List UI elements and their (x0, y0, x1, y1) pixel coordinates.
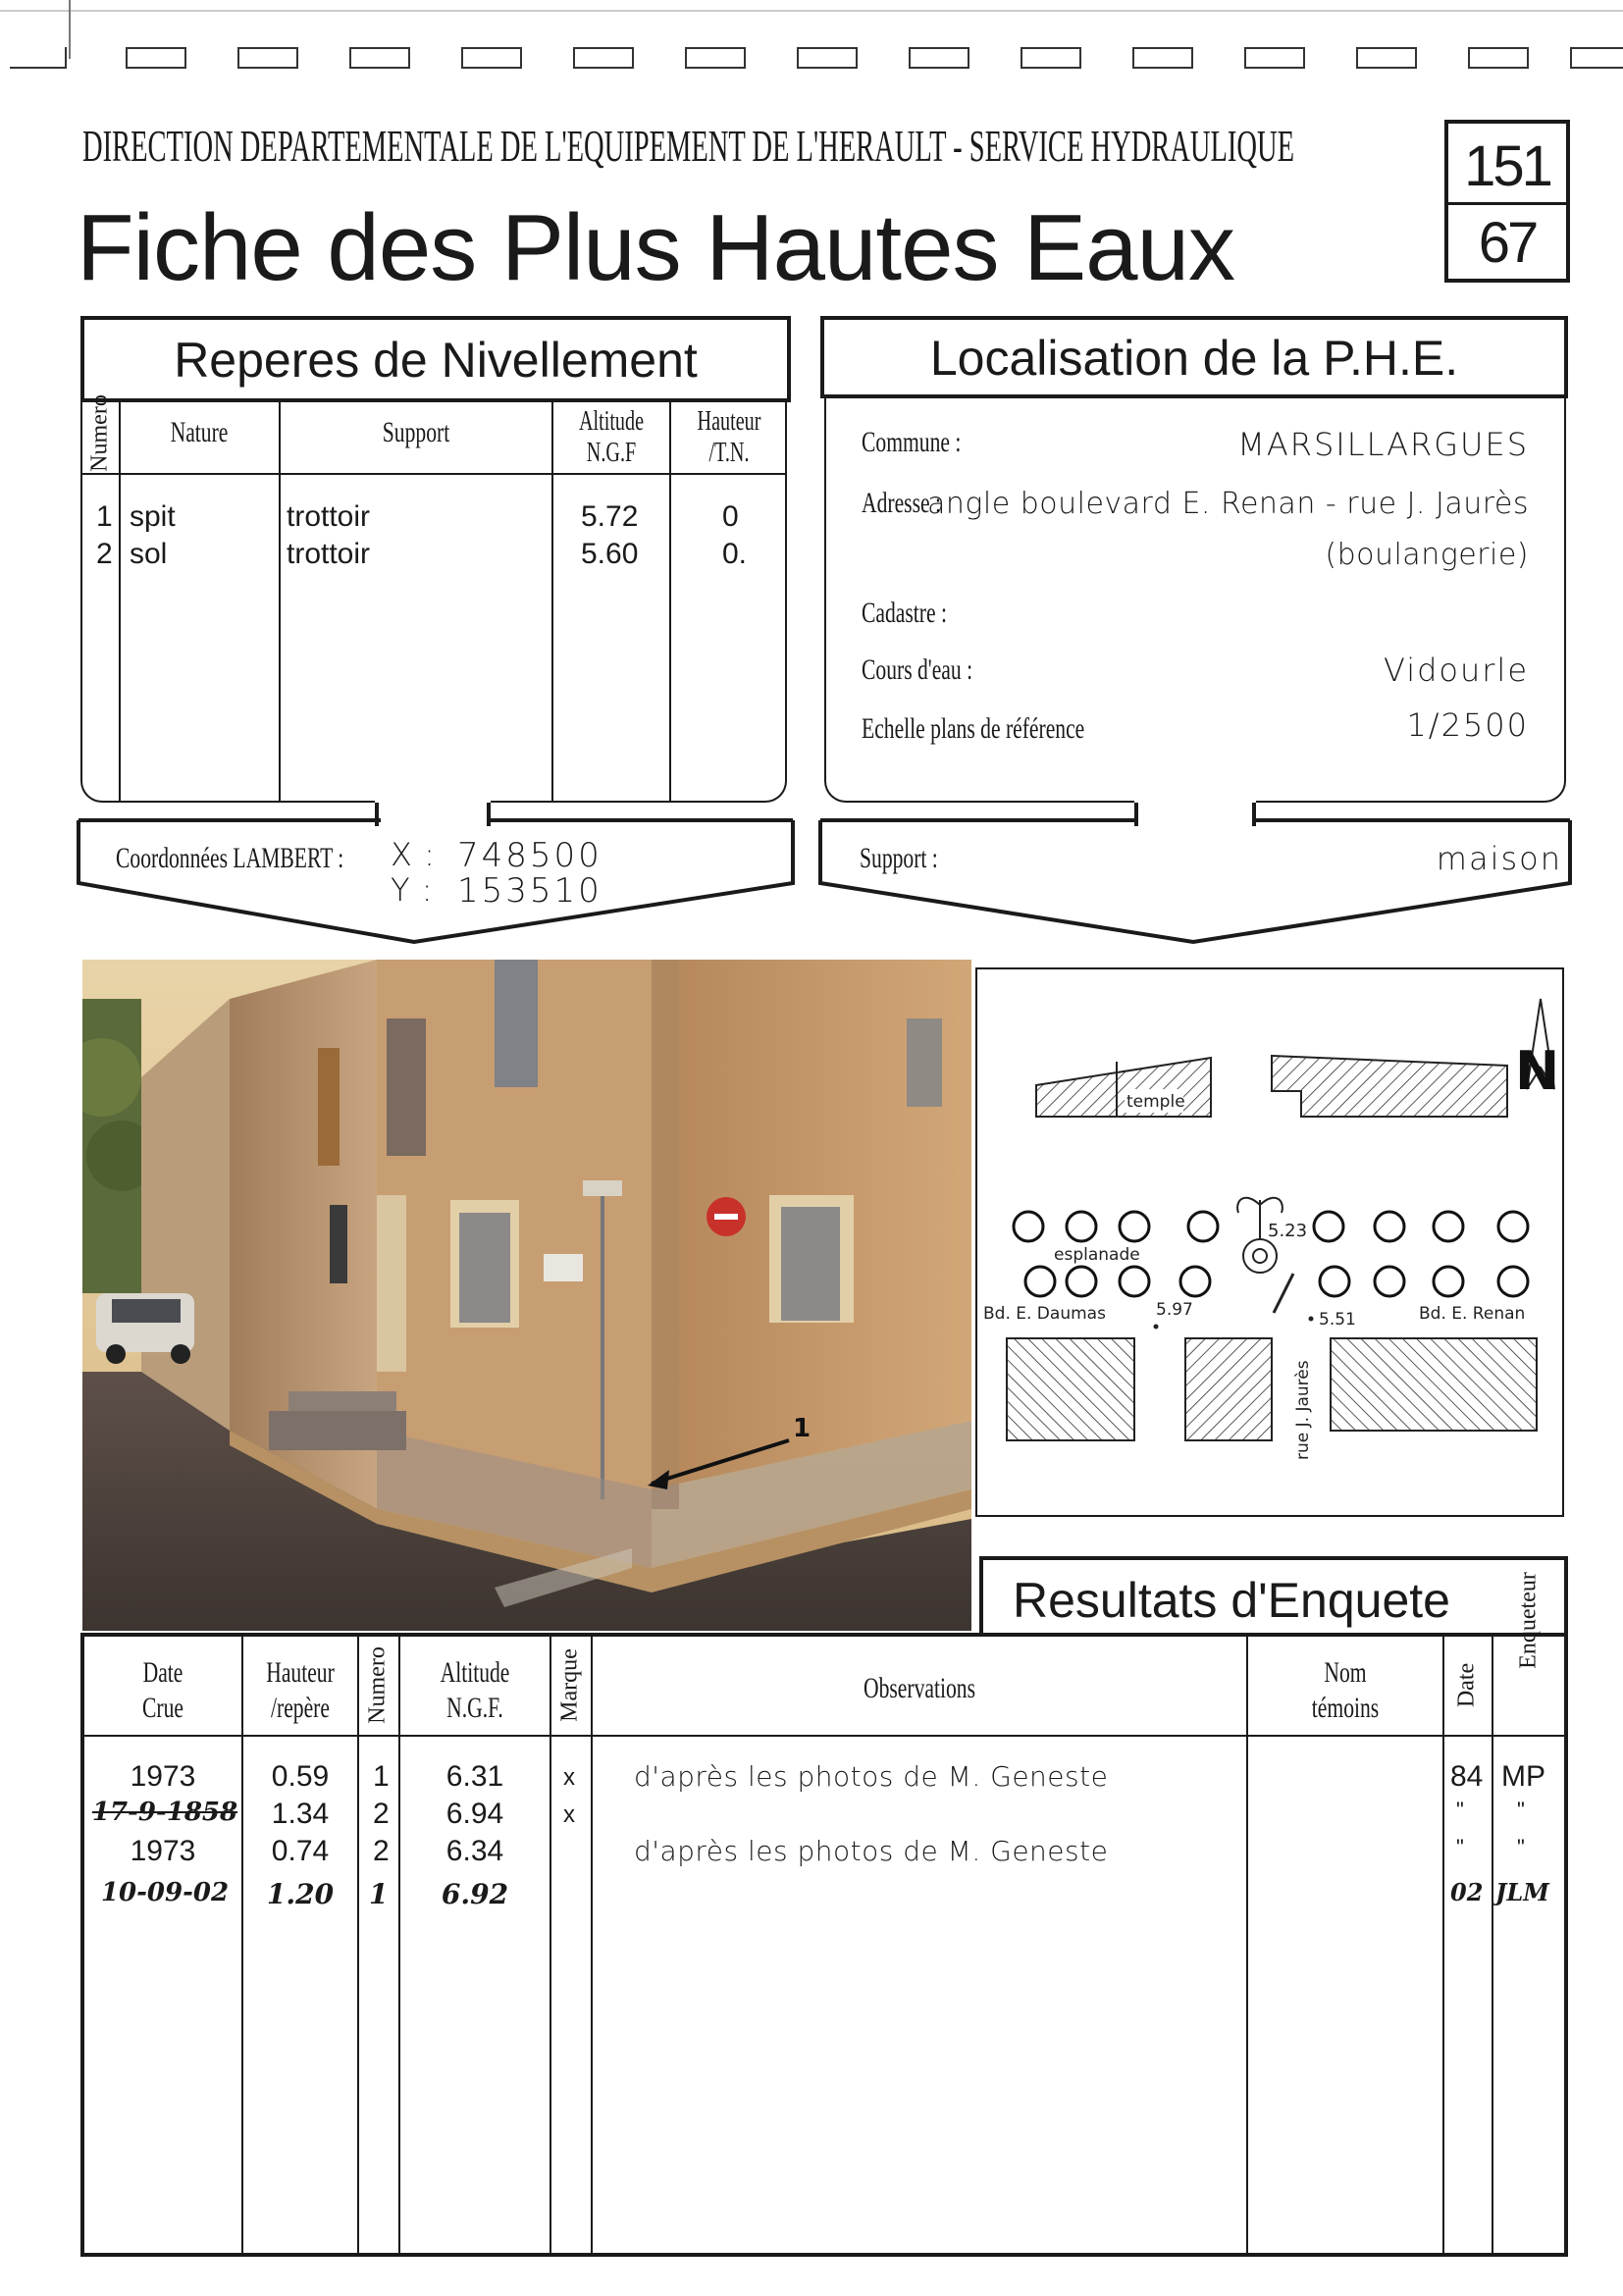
reference-box (1444, 120, 1570, 283)
row-marque: x (563, 1801, 575, 1828)
localisation-heading-box (820, 316, 1568, 398)
col-hauteur-repere-2: /repère (271, 1692, 330, 1724)
table-row (82, 538, 785, 573)
lambert-label: Coordonnées LAMBERT : (116, 842, 344, 874)
row-support: trottoir (287, 500, 371, 533)
photo-marker-label: 1 (793, 1414, 812, 1443)
row-hauteur: 1.34 (271, 1798, 330, 1830)
col-hauteur: Hauteur (697, 406, 761, 437)
localisation-panel (824, 396, 1566, 803)
cadastre-label: Cadastre : (862, 597, 947, 629)
row-nature: spit (130, 500, 176, 533)
row-altitude: 6.92 (441, 1878, 509, 1910)
lambert-x-value: 748500 (457, 836, 602, 875)
cours-eau-label: Cours d'eau : (862, 653, 973, 686)
col-nature: Nature (170, 416, 229, 448)
echelle-value: 1/2500 (1406, 706, 1529, 744)
echelle-label: Echelle plans de référence (862, 712, 1085, 745)
row-hauteur: 0.74 (271, 1835, 330, 1867)
row-hauteur: 0. (722, 538, 748, 570)
col-numero: Numero (86, 394, 113, 472)
table-row (84, 1798, 1564, 1835)
row-enqueteur: " (1517, 1835, 1525, 1859)
row-hauteur: 1.20 (266, 1878, 335, 1910)
col-date-crue-2: Crue (141, 1692, 183, 1724)
page-title: Fiche des Plus Hautes Eaux (77, 195, 1234, 300)
lambert-y-label: Y : (391, 871, 434, 909)
row-date: " (1456, 1835, 1464, 1859)
col-numero: Numero (364, 1646, 391, 1724)
row-nature: sol (130, 538, 168, 570)
row-numero: 1 (373, 1760, 390, 1793)
col-altitude-unit: N.G.F (586, 438, 637, 468)
site-photo (82, 960, 971, 1631)
row-date-crue: 10-09-02 (100, 1878, 230, 1907)
col-altitude: Altitude (440, 1656, 510, 1689)
col-marque: Marque (556, 1648, 583, 1722)
table-row (84, 1760, 1564, 1798)
map-label-bd-renan: Bd. E. Renan (1419, 1304, 1526, 1324)
row-altitude: 5.60 (581, 538, 639, 570)
row-altitude: 6.94 (445, 1798, 504, 1830)
support-value: maison (1436, 840, 1562, 877)
row-altitude: 6.31 (445, 1760, 504, 1793)
row-altitude: 5.72 (581, 500, 639, 533)
row-numero: 2 (96, 538, 113, 570)
row-date: 02 (1450, 1878, 1484, 1906)
row-hauteur: 0.59 (271, 1760, 330, 1793)
commune-label: Commune : (862, 426, 962, 458)
cours-eau-value: Vidourle (1384, 652, 1529, 689)
map-label-esplanade: esplanade (1054, 1245, 1140, 1265)
commune-value: MARSILLARGUES (1237, 426, 1529, 463)
col-observations: Observations (864, 1672, 975, 1704)
reference-bottom: 67 (1478, 211, 1537, 275)
row-date: " (1456, 1798, 1464, 1822)
row-date: 84 (1450, 1760, 1484, 1793)
table-row (84, 1878, 1564, 1917)
row-altitude: 6.34 (445, 1835, 504, 1867)
col-hauteur-unit: /T.N. (708, 438, 750, 468)
row-numero: 1 (369, 1878, 389, 1910)
map-label-bd-daumas: Bd. E. Daumas (983, 1304, 1106, 1324)
adresse-label: Adresse : (862, 487, 941, 519)
col-date: Date (1453, 1662, 1480, 1708)
row-enqueteur: MP (1501, 1760, 1545, 1793)
resultats-heading-box (979, 1556, 1568, 1635)
row-hauteur: 0 (722, 500, 739, 533)
map-label-temple: temple (1126, 1092, 1185, 1112)
col-date-crue: Date (142, 1656, 183, 1689)
table-row (84, 1835, 1564, 1872)
map-altitude-2: 5.97 (1156, 1300, 1193, 1320)
resultats-heading: Resultats d'Enquete (1013, 1573, 1450, 1628)
lambert-box-outline (77, 818, 795, 946)
row-enqueteur: " (1517, 1798, 1525, 1822)
reperes-heading-box (80, 316, 791, 402)
row-observation: d'après les photos de M. Geneste (634, 1760, 1109, 1793)
support-box-outline (818, 818, 1572, 946)
col-hauteur-repere: Hauteur (266, 1656, 335, 1689)
row-numero: 2 (373, 1835, 390, 1867)
col-altitude: Altitude (578, 406, 645, 437)
adresse-line-2: (boulangerie) (1325, 538, 1529, 572)
organisation-line: DIRECTION DEPARTEMENTALE DE L'EQUIPEMENT DE L'HERAULT - SERVICE HYDRAULIQUE (82, 121, 1295, 171)
map-label-rue-jaures: rue J. Jaurès (1293, 1360, 1313, 1460)
north-indicator: N (1515, 1040, 1560, 1102)
adresse-line-1: angle boulevard E. Renan - rue J. Jaurès (926, 487, 1529, 521)
reference-top: 151 (1464, 134, 1550, 198)
lambert-y-value: 153510 (457, 871, 602, 911)
row-support: trottoir (287, 538, 371, 570)
location-map (975, 967, 1564, 1517)
row-date-crue: 1973 (130, 1835, 196, 1867)
table-row (82, 500, 785, 536)
row-marque: x (563, 1764, 575, 1791)
reperes-table (80, 394, 787, 803)
localisation-heading: Localisation de la P.H.E. (929, 331, 1459, 386)
row-numero: 2 (373, 1798, 390, 1830)
row-date-crue: 17-9-1858 (91, 1798, 238, 1827)
row-observation: d'après les photos de M. Geneste (634, 1835, 1109, 1867)
col-nom-temoins: Nom (1324, 1656, 1367, 1689)
map-altitude-3: 5.51 (1319, 1310, 1356, 1330)
row-numero: 1 (96, 500, 113, 533)
col-altitude-2: N.G.F. (446, 1692, 503, 1724)
support-label: Support : (860, 842, 938, 874)
row-enqueteur: JLM (1495, 1878, 1549, 1906)
reperes-heading: Reperes de Nivellement (174, 333, 698, 388)
col-nom-temoins-2: témoins (1311, 1692, 1380, 1724)
col-enqueteur: Enqueteur (1515, 1572, 1542, 1669)
col-support: Support (382, 416, 450, 448)
lambert-x-label: X : (391, 836, 436, 873)
row-date-crue: 1973 (130, 1760, 196, 1793)
map-altitude-1: 5.23 (1268, 1221, 1308, 1241)
